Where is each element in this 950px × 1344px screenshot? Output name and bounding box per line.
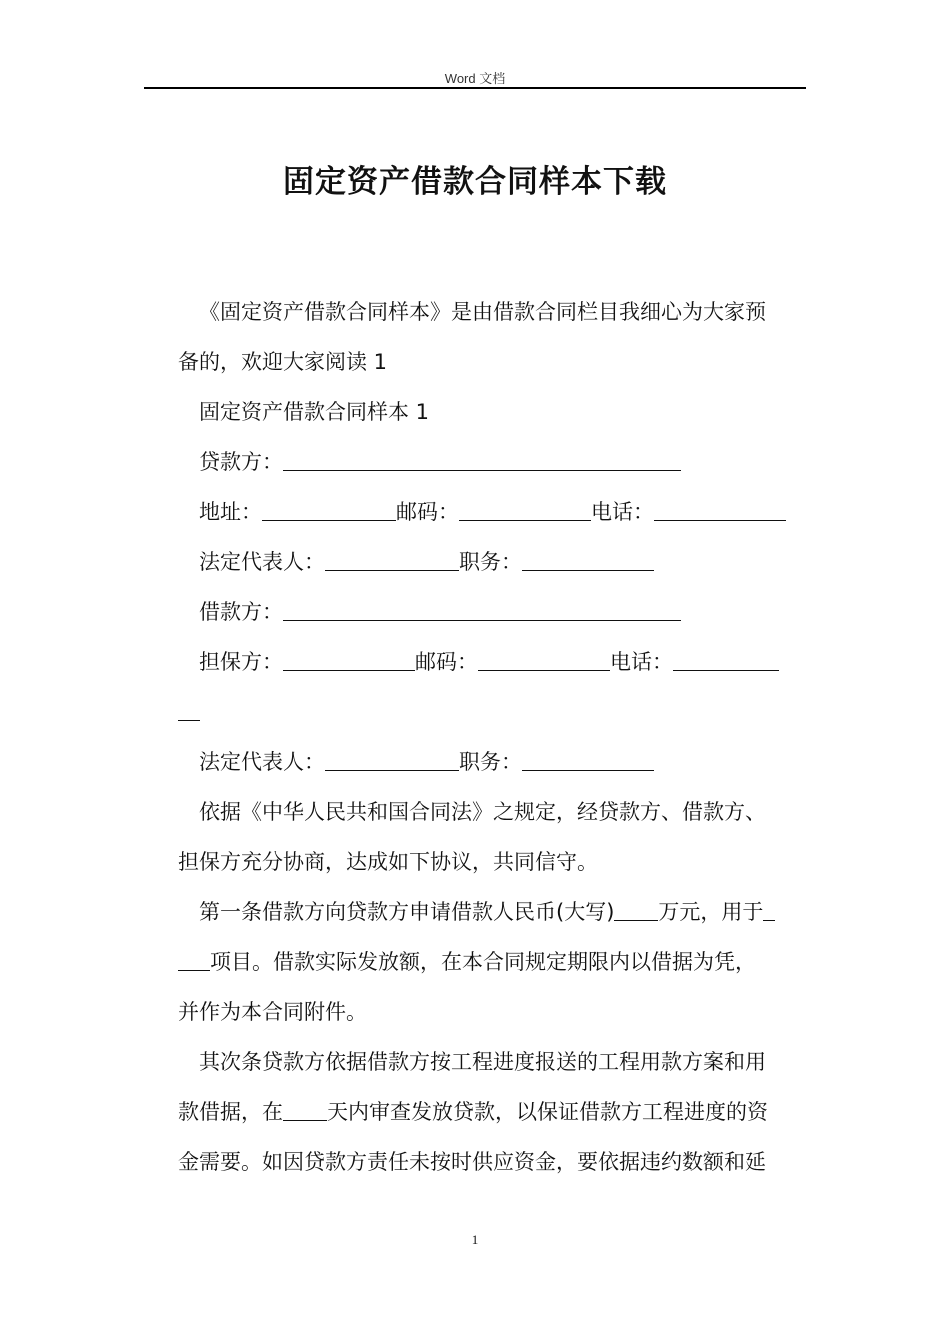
phone-blank (654, 494, 786, 521)
page-header-label: Word 文档 (444, 71, 506, 86)
intro-line-1: 《固定资产借款合同样本》是由借款合同栏目我细心为大家预 (199, 300, 766, 324)
article-2-text-b: 天内审查发放贷款，以保证借款方工程进度的资 (327, 1100, 768, 1124)
borrower-line (178, 590, 802, 640)
preamble-line-1: 依据《中华人民共和国合同法》之规定，经贷款方、借款方、 (199, 800, 766, 824)
postcode-blank (459, 494, 591, 521)
position-label: 职务： (459, 550, 522, 574)
position-label: 职务： (459, 750, 522, 774)
amount-blank (614, 894, 658, 921)
guarantor-line (178, 640, 802, 690)
postcode-blank (478, 644, 610, 671)
document-title: 固定资产借款合同样本下载 (283, 164, 667, 200)
lender-line (178, 440, 802, 490)
legal-rep-blank (325, 744, 459, 771)
page-number: 1 (471, 1232, 479, 1247)
legal-rep-blank (325, 544, 459, 571)
position-blank (522, 744, 654, 771)
legal-rep-label: 法定代表人： (199, 550, 325, 574)
article-1-line-2 (178, 940, 802, 990)
lender-rep-line (178, 540, 802, 590)
phone-label: 电话： (610, 650, 673, 674)
lender-label: 贷款方： (199, 450, 283, 474)
legal-rep-label: 法定代表人： (199, 750, 325, 774)
purpose-blank (763, 894, 775, 921)
phone-blank-continued (178, 694, 200, 721)
article-1-text-b: 万元，用于 (658, 900, 764, 924)
article-1-text-c: 项目。借款实际发放额，在本合同规定期限内以借据为凭， (210, 950, 756, 974)
article-1-line-3: 并作为本合同附件。 (178, 1000, 367, 1024)
article-2-line-2 (178, 1090, 802, 1140)
phone-label: 电话： (591, 500, 654, 524)
address-label: 地址： (199, 500, 262, 524)
guarantor-rep-line (178, 740, 802, 790)
guarantor-label: 担保方： (199, 650, 283, 674)
guarantor-line-wrap (178, 690, 802, 740)
days-blank (283, 1094, 327, 1121)
header-divider (144, 87, 806, 89)
purpose-blank-continued (178, 944, 210, 971)
preamble-line-2: 担保方充分协商，达成如下协议，共同信守。 (178, 850, 598, 874)
article-1-text-a: 第一条借款方向贷款方申请借款人民币(大写) (199, 900, 615, 924)
position-blank (522, 544, 654, 571)
borrower-blank (283, 594, 681, 621)
sample-heading: 固定资产借款合同样本 1 (199, 400, 430, 424)
article-1-line-1 (178, 890, 802, 940)
intro-line-2: 备的，欢迎大家阅读 1 (178, 350, 388, 374)
article-2-text-a: 款借据，在 (178, 1100, 283, 1124)
phone-blank (673, 644, 779, 671)
document-body (178, 290, 802, 1190)
lender-blank (283, 444, 681, 471)
postcode-label: 邮码： (415, 650, 478, 674)
lender-contact-line (178, 490, 802, 540)
article-2-line-1: 其次条贷款方依据借款方按工程进度报送的工程用款方案和用 (199, 1050, 766, 1074)
guarantor-blank (283, 644, 415, 671)
borrower-label: 借款方： (199, 600, 283, 624)
postcode-label: 邮码： (396, 500, 459, 524)
article-2-line-3: 金需要。如因贷款方责任未按时供应资金，要依据违约数额和延 (178, 1150, 766, 1174)
address-blank (262, 494, 396, 521)
